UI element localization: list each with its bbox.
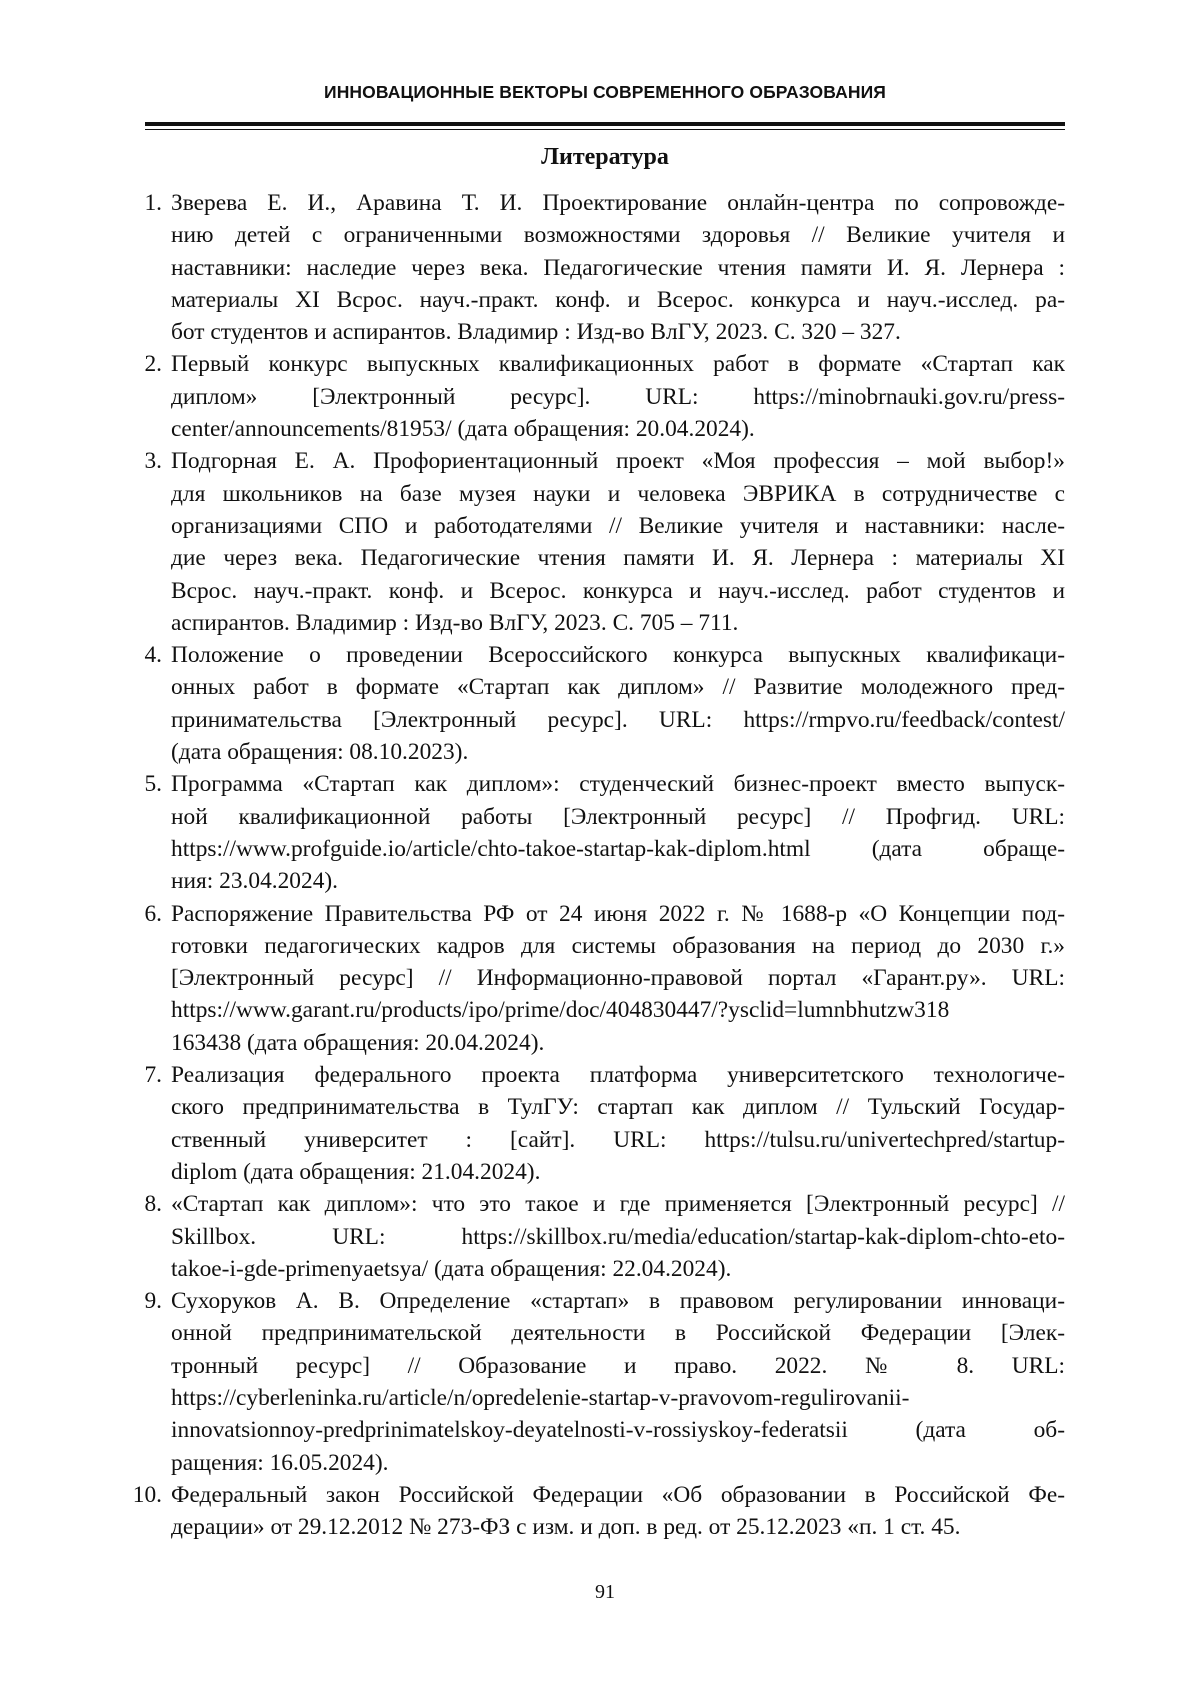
reference-item xyxy=(171,1059,1065,1188)
reference-line: диплом» [Электронный ресурс]. URL: https://minobrnauki.gov.ru/press- xyxy=(171,381,1065,413)
reference-line: Всрос. науч.-практ. конф. и Всерос. конкурса и науч.-исслед. работ студентов и xyxy=(171,575,1065,607)
header-rule-thick xyxy=(145,122,1065,126)
reference-line: Первый конкурс выпускных квалификационных работ в формате «Стартап как xyxy=(171,348,1065,380)
running-header: ИННОВАЦИОННЫЕ ВЕКТОРЫ СОВРЕМЕННОГО ОБРАЗОВАНИЯ xyxy=(145,82,1065,103)
reference-number: 3. xyxy=(144,445,162,477)
reference-item xyxy=(171,898,1065,1059)
reference-number: 7. xyxy=(144,1059,162,1091)
reference-line: «Стартап как диплом»: что это такое и где применяется [Электронный ресурс] // xyxy=(171,1188,1065,1220)
reference-line: дие через века. Педагогические чтения памяти И. Я. Лернера : материалы XI xyxy=(171,542,1065,574)
reference-line: innovatsionnoy-predprinimatelskoy-deyatelnosti-v-rossiyskoy-federatsii (дата об- xyxy=(171,1414,1065,1446)
reference-line: diplom (дата обращения: 21.04.2024). xyxy=(171,1156,1065,1188)
reference-line: организациями СПО и работодателями // Великие учителя и наставники: насле- xyxy=(171,510,1065,542)
reference-number: 4. xyxy=(144,639,162,671)
reference-number: 8. xyxy=(144,1188,162,1220)
reference-line: https://www.garant.ru/products/ipo/prime/doc/404830447/?ysclid=lumnbhutzw318 xyxy=(171,994,1065,1026)
reference-line: Распоряжение Правительства РФ от 24 июня 2022 г. № 1688-р «О Концепции под- xyxy=(171,898,1065,930)
reference-line: https://www.profguide.io/article/chto-takoe-startap-kak-diplom.html (дата обраще- xyxy=(171,833,1065,865)
reference-line: (дата обращения: 08.10.2023). xyxy=(171,736,1065,768)
reference-line: 163438 (дата обращения: 20.04.2024). xyxy=(171,1027,1065,1059)
reference-line: ния: 23.04.2024). xyxy=(171,865,1065,897)
header-rule-thin xyxy=(145,129,1065,130)
reference-line: center/announcements/81953/ (дата обращения: 20.04.2024). xyxy=(171,413,1065,445)
reference-number: 6. xyxy=(144,898,162,930)
reference-line: онной предпринимательской деятельности в Российской Федерации [Элек- xyxy=(171,1317,1065,1349)
reference-line: ского предпринимательства в ТулГУ: стартап как диплом // Тульский Государ- xyxy=(171,1091,1065,1123)
reference-item xyxy=(171,768,1065,897)
reference-line: ной квалификационной работы [Электронный ресурс] // Профгид. URL: xyxy=(171,801,1065,833)
reference-line: дерации» от 29.12.2012 № 273-ФЗ с изм. и доп. в ред. от 25.12.2023 «п. 1 ст. 45. xyxy=(171,1511,1065,1543)
page-number: 91 xyxy=(145,1581,1065,1604)
reference-line: аспирантов. Владимир : Изд-во ВлГУ, 2023. С. 705 – 711. xyxy=(171,607,1065,639)
reference-number: 1. xyxy=(144,187,162,219)
reference-line: для школьников на базе музея науки и человека ЭВРИКА в сотрудничестве с xyxy=(171,478,1065,510)
reference-line: Зверева Е. И., Аравина Т. И. Проектирование онлайн-центра по сопровожде- xyxy=(171,187,1065,219)
reference-item xyxy=(171,1285,1065,1479)
reference-item xyxy=(171,1479,1065,1544)
reference-line: Сухоруков А. В. Определение «стартап» в правовом регулировании инноваци- xyxy=(171,1285,1065,1317)
reference-line: takoe-i-gde-primenyaetsya/ (дата обращения: 22.04.2024). xyxy=(171,1253,1065,1285)
reference-line: ращения: 16.05.2024). xyxy=(171,1447,1065,1479)
reference-line: [Электронный ресурс] // Информационно-правовой портал «Гарант.ру». URL: xyxy=(171,962,1065,994)
reference-line: Skillbox. URL: https://skillbox.ru/media/education/startap-kak-diplom-chto-eto- xyxy=(171,1221,1065,1253)
reference-line: бот студентов и аспирантов. Владимир : Изд-во ВлГУ, 2023. С. 320 – 327. xyxy=(171,316,1065,348)
reference-item xyxy=(171,1188,1065,1285)
reference-line: нию детей с ограниченными возможностями здоровья // Великие учителя и xyxy=(171,219,1065,251)
reference-line: материалы XI Всрос. науч.-практ. конф. и Всерос. конкурса и науч.-исслед. ра- xyxy=(171,284,1065,316)
reference-line: Реализация федерального проекта платформа университетского технологиче- xyxy=(171,1059,1065,1091)
reference-number: 10. xyxy=(133,1479,162,1511)
reference-item xyxy=(171,187,1065,348)
reference-line: онных работ в формате «Стартап как диплом» // Развитие молодежного пред- xyxy=(171,671,1065,703)
reference-list xyxy=(171,187,1065,1543)
reference-line: Программа «Стартап как диплом»: студенческий бизнес-проект вместо выпуск- xyxy=(171,768,1065,800)
reference-line: наставники: наследие через века. Педагогические чтения памяти И. Я. Лернера : xyxy=(171,252,1065,284)
reference-number: 5. xyxy=(144,768,162,800)
reference-line: Положение о проведении Всероссийского конкурса выпускных квалификаци- xyxy=(171,639,1065,671)
reference-line: принимательства [Электронный ресурс]. URL: https://rmpvo.ru/feedback/contest/ xyxy=(171,704,1065,736)
reference-line: ственный университет : [сайт]. URL: https://tulsu.ru/univertechpred/startup- xyxy=(171,1124,1065,1156)
reference-item xyxy=(171,639,1065,768)
reference-line: готовки педагогических кадров для системы образования на период до 2030 г.» xyxy=(171,930,1065,962)
document-page xyxy=(0,0,1200,1697)
section-title: Литература xyxy=(145,144,1065,171)
reference-number: 2. xyxy=(144,348,162,380)
reference-line: тронный ресурс] // Образование и право. 2022. № 8. URL: xyxy=(171,1350,1065,1382)
reference-line: Федеральный закон Российской Федерации «Об образовании в Российской Фе- xyxy=(171,1479,1065,1511)
reference-item xyxy=(171,348,1065,445)
reference-item xyxy=(171,445,1065,639)
reference-line: https://cyberleninka.ru/article/n/opredelenie-startap-v-pravovom-regulirovanii- xyxy=(171,1382,1065,1414)
reference-number: 9. xyxy=(144,1285,162,1317)
reference-line: Подгорная Е. А. Профориентационный проект «Моя профессия – мой выбор!» xyxy=(171,445,1065,477)
